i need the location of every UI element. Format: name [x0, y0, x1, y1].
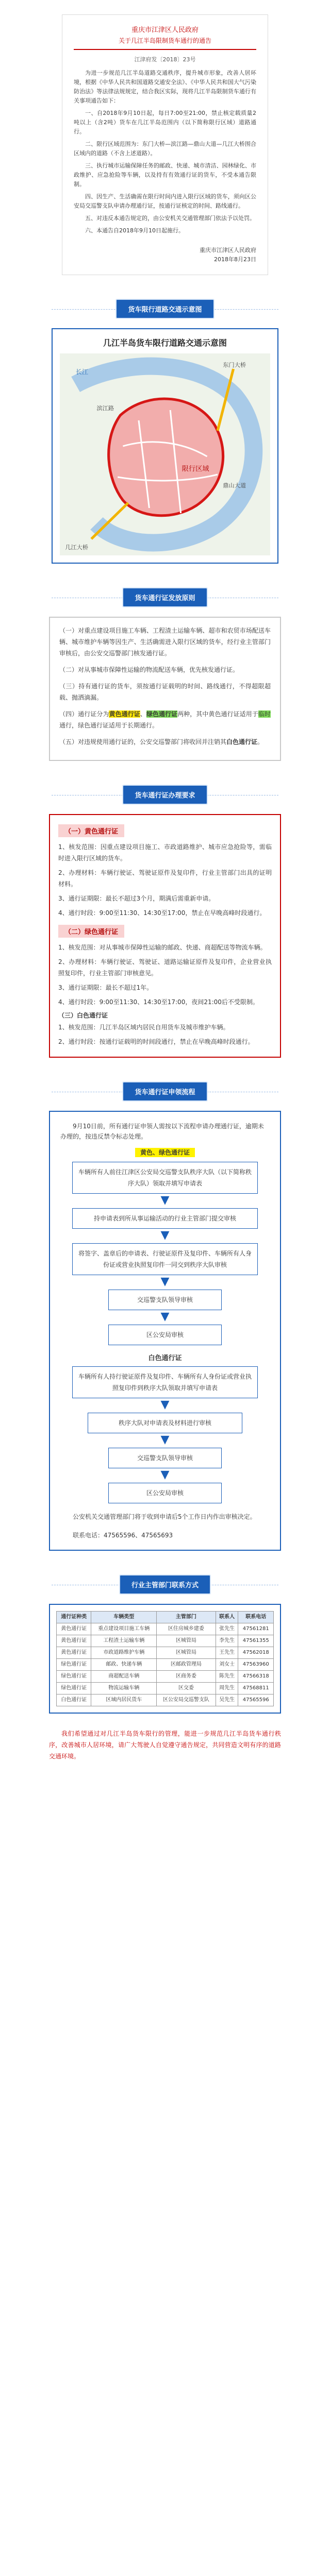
principle-paragraph: （三）持有通行证的货车，须按通行证载明的时间、路线通行，不得超限超载、抛洒滴漏。	[59, 683, 271, 701]
table-cell: 区公安局交巡警支队	[156, 1694, 216, 1706]
column-header: 主管部门	[156, 1612, 216, 1623]
flow-note: 联系电话：47565596、47565693	[73, 1532, 173, 1539]
red-divider	[74, 49, 256, 50]
table-cell: 白色通行证	[57, 1694, 91, 1706]
table-cell: 47568811	[238, 1683, 274, 1694]
table-cell: 市政道路维护车辆	[91, 1647, 157, 1659]
section-banner: 货车通行证办理要求	[122, 785, 207, 805]
column-header: 联系人	[216, 1612, 238, 1623]
table-cell: 黄色通行证	[57, 1635, 91, 1647]
principle-paragraph	[59, 708, 271, 731]
text-fragment: 通行，绿色通行证适用于长期通行。	[59, 722, 159, 729]
column-header: 通行证种类	[57, 1612, 91, 1623]
requirement-item: 1、核发范围：几江半岛区域内居民自用货车及城市维护车辆。	[58, 1024, 229, 1031]
text-fragment: 。	[257, 738, 264, 745]
bridge-label: 东门大桥	[223, 362, 246, 368]
section-header-process	[0, 785, 330, 805]
table-cell: 区邮政管理局	[156, 1659, 216, 1671]
principle-paragraph: （二）对从事城市保障性运输的物流配送车辆，优先核发通行证。	[59, 666, 239, 673]
table-cell: 黄色通行证	[57, 1647, 91, 1659]
table-cell: 绿色通行证	[57, 1683, 91, 1694]
down-arrow-icon: ▼	[160, 1310, 170, 1323]
table-cell: 47563960	[238, 1659, 274, 1671]
table-cell: 绿色通行证	[57, 1671, 91, 1683]
application-flowchart	[49, 1111, 281, 1551]
official-notice-document	[62, 14, 268, 275]
yellow-pass-heading: （一）黄色通行证	[58, 824, 124, 837]
section-header-flow	[0, 1081, 330, 1101]
signature-block	[74, 246, 256, 264]
doc-paragraph: 五、对违反本通告规定的，由公安机关交通管理部门依法予以处罚。	[85, 215, 255, 222]
table-cell: 区交委	[156, 1683, 216, 1694]
table-cell: 王先生	[216, 1647, 238, 1659]
highlight-yellow-pass: 黄色通行证	[109, 710, 140, 718]
down-arrow-icon: ▼	[160, 1229, 170, 1242]
table-row	[57, 1647, 274, 1659]
restriction-map	[60, 353, 270, 555]
down-arrow-icon: ▼	[160, 1194, 170, 1207]
highlight-temporary: 临时	[258, 710, 271, 718]
requirement-item: 3、通行证期限：最长不超过1年。	[58, 984, 153, 991]
flow-intro: 9月10日前，所有通行证申领人需按以下流程申请办理通行证，逾期未办理的，按违反禁令标志处理。	[60, 1123, 264, 1140]
flow-step: 区公安局审核	[108, 1483, 222, 1503]
down-arrow-icon: ▼	[160, 1468, 170, 1481]
section-banner: 货车通行证发放原则	[122, 587, 207, 607]
highlight-white-pass: 白色通行证	[226, 738, 258, 745]
doc-paragraph: 三、执行城市运输保障任务的邮政、快递、城市清洁、园林绿化、市政维护、应急抢险等车辆，以及持有有效通行证的货车，不受本通告限制。	[74, 162, 256, 188]
flow-step: 持申请表到所从事运输活动的行业主管部门提交审核	[72, 1208, 258, 1229]
text-fragment: 、	[140, 710, 146, 718]
requirement-item: 2、办理材料：车辆行驶证、驾驶证、道路运输证原件及复印件，企业营业执照复印件，行业主管部门审核意见。	[58, 958, 272, 977]
table-cell: 47561281	[238, 1623, 274, 1635]
map-card	[52, 328, 278, 564]
text-fragment: （五）对违规使用通行证的，公安交巡警部门将收回并注销其	[59, 738, 227, 745]
flow-step: 交巡警支队领导审核	[108, 1448, 222, 1468]
map-title: 几江半岛货车限行道路交通示意图	[103, 338, 227, 348]
column-header: 车辆类型	[91, 1612, 157, 1623]
table-row	[57, 1694, 274, 1706]
table-cell: 47566318	[238, 1671, 274, 1683]
road-label: 滨江路	[96, 405, 114, 412]
down-arrow-icon: ▼	[160, 1275, 170, 1288]
table-cell: 绿色通行证	[57, 1659, 91, 1671]
flow-tag-label: 黄色、绿色通行证	[135, 1148, 195, 1157]
document-subtitle: 关于几江半岛限制货车通行的通告	[118, 37, 211, 44]
requirement-item: 2、通行时段：按通行证载明的时间段通行，禁止在早晚高峰时段通行。	[58, 1038, 254, 1045]
sign-org: 重庆市江津区人民政府	[200, 247, 256, 253]
doc-paragraph: 六、本通告自2018年9月10日起施行。	[85, 227, 184, 234]
river-label: 长江	[75, 368, 89, 376]
contacts-table	[56, 1611, 274, 1706]
document-number: 江津府发〔2018〕23号	[134, 56, 196, 63]
issuing-org: 重庆市江津区人民政府	[131, 26, 199, 34]
section-header-notice	[0, 587, 330, 607]
contacts-table-card	[49, 1604, 281, 1714]
table-cell: 物流运输车辆	[91, 1683, 157, 1694]
table-row	[57, 1635, 274, 1647]
table-cell: 李先生	[216, 1635, 238, 1647]
requirement-item: 1、核发范围：因重点建设项目施工、市政道路维护、城市应急抢险等，需临时进入限行区域的货车。	[58, 843, 272, 862]
table-cell: 47562018	[238, 1647, 274, 1659]
table-row	[57, 1683, 274, 1694]
table-row	[57, 1671, 274, 1683]
principle-paragraph: （一）对重点建设项目施工车辆、工程渣土运输车辆、超市和农贸市场配送车辆、城市维护车辆等因生产、生活确需进入限行区域的货车，经行业主管部门审核后，由公安交巡警部门核发通行证。	[59, 627, 271, 657]
table-cell: 商超配送车辆	[91, 1671, 157, 1683]
section-header-map	[0, 299, 330, 319]
requirement-item: 1、核发范围：对从事城市保障性运输的邮政、快递、商超配送等物流车辆。	[58, 944, 267, 951]
doc-paragraph: 一、自2018年9月10日起，每日7:00至21:00，禁止核定载质量2吨以上（含2吨）货车在几江半岛范围内（以下简称限行区域）道路通行。	[74, 110, 256, 135]
section-header-contacts	[0, 1574, 330, 1595]
flow-note: 公安机关交通管理部门将于收到申请后5个工作日内作出审核决定。	[73, 1513, 256, 1520]
table-cell: 区住房城乡建委	[156, 1623, 216, 1635]
text-fragment: （四）通行证分为	[59, 710, 109, 718]
requirement-item: 4、通行时段：9:00至11:30、14:30至17:00，禁止在早晚高峰时段通行。	[58, 909, 266, 917]
principles-card	[49, 617, 281, 761]
requirement-item: 2、办理材料：车辆行驶证、驾驶证原件及复印件，行业主管部门出具的证明材料。	[58, 869, 272, 888]
table-cell: 区域内居民货车	[91, 1694, 157, 1706]
text-fragment: 两种，其中黄色通行证适用于	[177, 710, 258, 718]
white-pass-heading: （三）白色通行证	[58, 1012, 108, 1019]
highlight-green-pass: 绿色通行证	[146, 710, 178, 718]
flow-step: 将签字、盖章后的申请表、行驶证原件及复印件、车辆所有人身份证或营业执照复印件一同交到秩序大队审核	[72, 1243, 258, 1275]
table-cell: 周先生	[216, 1683, 238, 1694]
principle-paragraph	[59, 736, 271, 748]
flow-subheading: 白色通行证	[148, 1354, 182, 1362]
table-cell: 陈先生	[216, 1671, 238, 1683]
doc-paragraph: 二、限行区域范围为：东门大桥—滨江路—鼎山大道—几江大桥围合区域内的道路（不含上述道路）。	[74, 141, 256, 157]
road-label: 鼎山大道	[223, 482, 246, 489]
table-cell: 重点建设项目施工车辆	[91, 1623, 157, 1635]
flow-step: 区公安局审核	[108, 1325, 222, 1345]
table-cell: 区商务委	[156, 1671, 216, 1683]
requirement-item: 3、通行证期限：最长不超过3个月，期满后需重新申请。	[58, 895, 215, 902]
flow-step: 交巡警支队领导审核	[108, 1290, 222, 1310]
legend-label: 限行区域	[182, 465, 209, 473]
section-banner: 货车限行道路交通示意图	[116, 299, 214, 319]
bridge-label: 几江大桥	[65, 544, 89, 551]
down-arrow-icon: ▼	[160, 1398, 170, 1411]
closing-note: 我们希望通过对几江半岛货车限行的管理，能进一步规范几江半岛货车通行秩序，改善城市人居环境，请广大驾驶人自觉遵守通告规定，共同营造文明有序的道路交通环境。	[49, 1730, 281, 1760]
table-cell: 工程渣土运输车辆	[91, 1635, 157, 1647]
column-header: 联系电话	[238, 1612, 274, 1623]
table-header-row	[57, 1612, 274, 1623]
table-cell: 区城管局	[156, 1635, 216, 1647]
flow-step: 秩序大队对申请表及材料进行审核	[88, 1413, 242, 1433]
green-pass-heading: （二）绿色通行证	[58, 925, 124, 938]
table-cell: 刘女士	[216, 1659, 238, 1671]
table-cell: 47561355	[238, 1635, 274, 1647]
section-banner: 行业主管部门联系方式	[119, 1574, 211, 1595]
table-cell: 邮政、快递车辆	[91, 1659, 157, 1671]
doc-paragraph: 四、因生产、生活确需在限行时间内进入限行区域的货车，须向区公安局交巡警支队申请办理通行证，按通行证核定的时间、路线通行。	[74, 193, 256, 209]
table-cell: 吴先生	[216, 1694, 238, 1706]
doc-paragraph: 为进一步规范几江半岛道路交通秩序，提升城市形象，改善人居环境，根据《中华人民共和国道路交通安全法》、《中华人民共和国大气污染防治法》等法律法规规定，结合我区实际，现将几江半岛限制货车通行有关事项通告如下：	[74, 70, 256, 104]
table-cell: 47565596	[238, 1694, 274, 1706]
flow-step: 车辆所有人前往江津区公安局交巡警支队秩序大队（以下简称秩序大队）领取并填写申请表	[72, 1162, 258, 1194]
table-cell: 张先生	[216, 1623, 238, 1635]
flow-step: 车辆所有人持行驶证原件及复印件、车辆所有人身份证或营业执照复印件到秩序大队领取并填写申请表	[72, 1366, 258, 1398]
restricted-area	[109, 399, 223, 516]
down-arrow-icon: ▼	[160, 1433, 170, 1446]
table-row	[57, 1623, 274, 1635]
requirements-card	[49, 814, 281, 1058]
table-cell: 区城管局	[156, 1647, 216, 1659]
sign-date: 2018年8月23日	[214, 256, 256, 263]
table-cell: 黄色通行证	[57, 1623, 91, 1635]
section-banner: 货车通行证申领流程	[122, 1081, 207, 1101]
requirement-item: 4、通行时段：9:00至11:30、14:30至17:00，夜间21:00后不受限制。	[58, 998, 259, 1006]
table-row	[57, 1659, 274, 1671]
flow-tag	[60, 1148, 270, 1157]
